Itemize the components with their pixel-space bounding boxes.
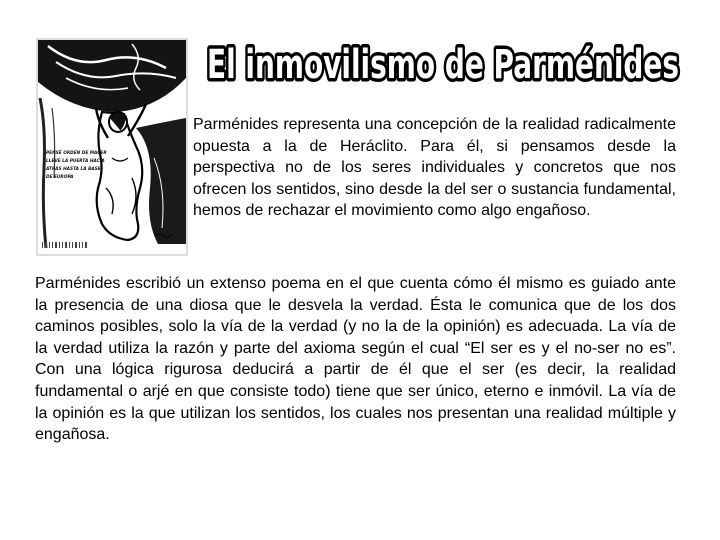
page-title <box>198 32 688 94</box>
parmenides-illustration <box>36 38 188 256</box>
body-paragraph: Parménides escribió un extenso poema en el que cuenta cómo él mismo es guiado ante la presencia de una diosa que le desvela la verdad. Ésta le comunica que de los dos caminos posibles, solo la vía de la verdad (y no la de la opinión) es adecuada. La vía de la verdad utiliza la razón y parte del axioma según el cual “El ser es y el no-ser no es”. Con una lógica rigurosa deducirá a partir de él que el ser (es decir, la realidad fundamental o arjé en que consiste todo) tiene que ser único, eterno e inmóvil. La vía de la opinión es la que utilizan los sentidos, los cuales nos presentan una realidad múltiple y engañosa. <box>35 275 676 444</box>
caption-line-4: DE EUROPA <box>46 175 74 180</box>
illustration-drawing <box>36 38 188 256</box>
caption-line-1: PENSÉ ORDEN DE MACER <box>46 151 107 156</box>
page-title-text: El inmovilismo de Parménides <box>207 42 679 88</box>
caption-line-2: LLEVE LA PUERTA HACIA <box>46 159 105 164</box>
intro-paragraph: Parménides representa una concepción de la realidad radicalmente opuesta a la de Heráclito. Para él, si pensamos desde la perspectiva no de los seres individuales y concretos que nos ofrecen los sentidos, sino desde la del ser o sustancia fundamental, hemos de rechazar el movimiento como algo engañoso. <box>193 116 676 220</box>
caption-line-3: ATRÁS HASTA LA BASE <box>46 167 101 172</box>
